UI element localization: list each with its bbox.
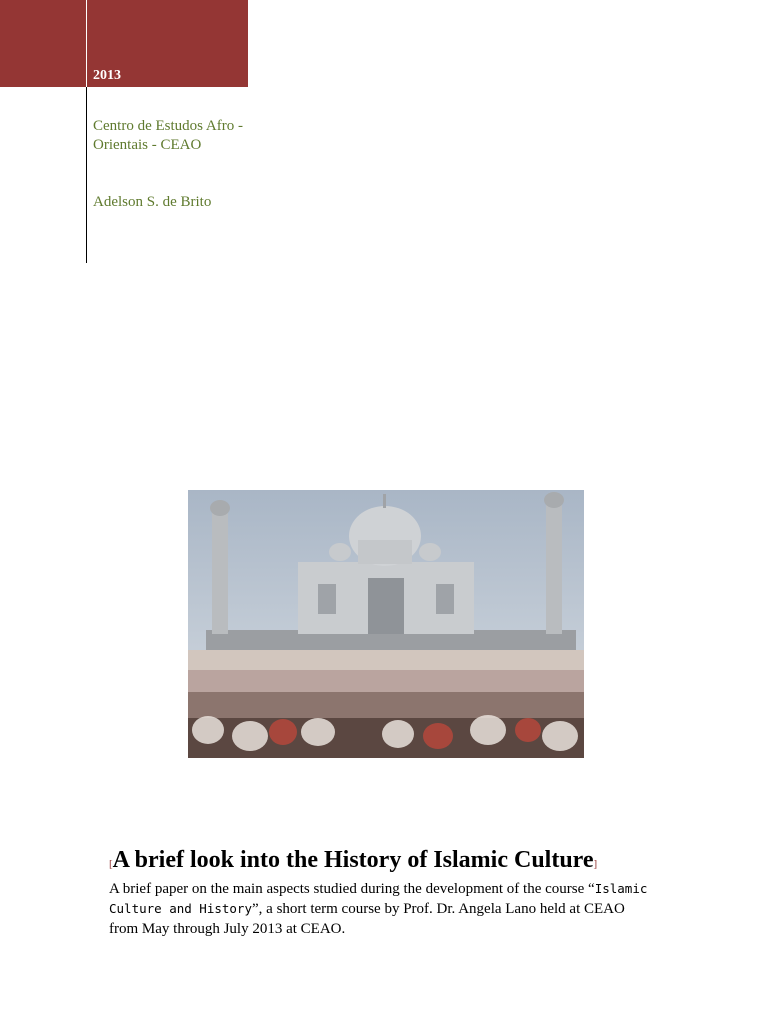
divider-line bbox=[86, 87, 87, 263]
abstract-text-end: ”, a short term course by Prof. Dr. Angela Lano held at CEAO from May through July 2013 at CEAO. bbox=[109, 901, 625, 937]
year-label: 2013 bbox=[93, 68, 121, 83]
abstract-text-start: A brief paper on the main aspects studied during the development of the course “ bbox=[109, 881, 595, 897]
author-name: Adelson S. de Brito bbox=[93, 194, 212, 210]
organization-name: Centro de Estudos Afro -Orientais - CEAO bbox=[93, 118, 243, 153]
document-title bbox=[109, 847, 597, 874]
divider-line-top bbox=[86, 0, 87, 87]
abstract-paragraph bbox=[109, 879, 649, 939]
title-open-bracket: [ bbox=[109, 858, 113, 870]
cover-image bbox=[188, 490, 584, 758]
title-close-bracket: ] bbox=[593, 858, 598, 870]
taj-mahal-photo-icon bbox=[188, 490, 584, 758]
course-name: Islamic Culture and History bbox=[109, 881, 648, 916]
year-banner bbox=[0, 0, 248, 87]
title-text: A brief look into the History of Islamic Culture bbox=[112, 847, 594, 873]
